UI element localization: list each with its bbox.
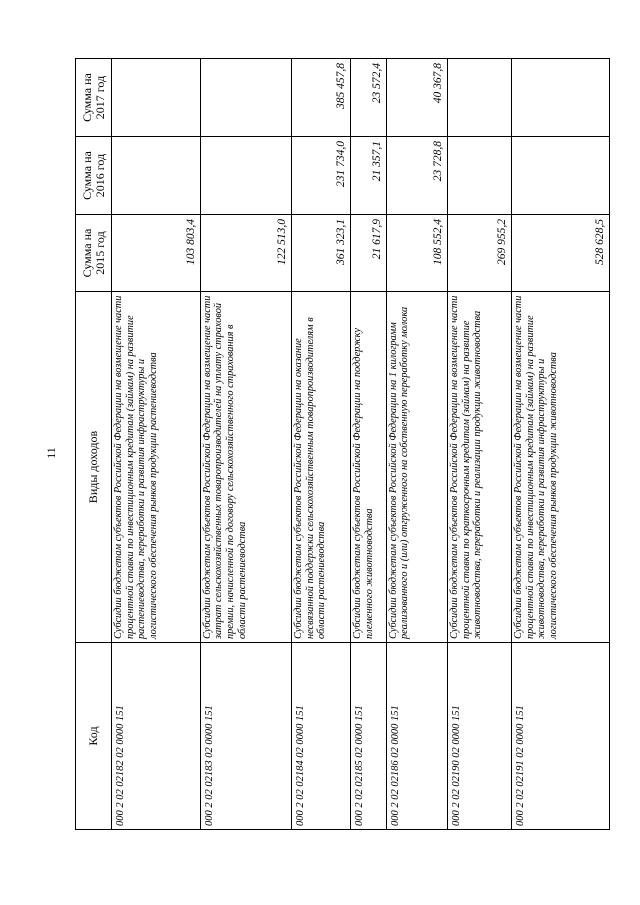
table-header-row <box>76 59 112 830</box>
table-row <box>200 59 291 830</box>
table-row <box>351 59 386 830</box>
row-description: Субсидии бюджетам субъектов Российской Федерации на возмещение части затрат сельскохозяйственных товаропроизводителей на уплату страховой премии, начисленной по договору сельскохозяйственного страхования в области растениеводства <box>200 292 291 643</box>
row-sum-2017: 385 457,8 <box>292 59 351 137</box>
row-sum-2017 <box>511 59 609 137</box>
row-sum-2017: 23 572,4 <box>351 59 386 137</box>
row-sum-2015: 122 513,0 <box>200 215 291 292</box>
row-sum-2017 <box>112 59 201 137</box>
row-description: Субсидии бюджетам субъектов Российской Федерации на возмещение части процентной ставки по инвестиционным кредитам (займам) на развитие животноводства, переработки и развития инфраструктуры и логистического обеспечения рынков продукции животноводства <box>511 292 609 643</box>
row-code: 000 2 02 02190 02 0000 151 <box>448 643 512 830</box>
row-sum-2016: 23 728,8 <box>386 137 448 215</box>
row-sum-2016 <box>112 137 201 215</box>
row-sum-2016 <box>448 137 512 215</box>
row-code: 000 2 02 02182 02 0000 151 <box>112 643 201 830</box>
row-sum-2015: 21 617,9 <box>351 215 386 292</box>
row-sum-2015: 361 323,1 <box>292 215 351 292</box>
row-sum-2016 <box>511 137 609 215</box>
row-description: Субсидии бюджетам субъектов Российской Федерации на возмещение части процентной ставки по инвестиционным кредитам (займам) на развитие растениеводства, переработки и развития инфраструктуры и логистического обеспечения рынков продукции растениеводства <box>112 292 201 643</box>
row-sum-2015: 103 803,4 <box>112 215 201 292</box>
row-sum-2015: 269 955,2 <box>448 215 512 292</box>
table-row <box>112 59 201 830</box>
row-description: Субсидии бюджетам субъектов Российской Федерации на поддержку племенного животноводства <box>351 292 386 643</box>
row-sum-2016 <box>200 137 291 215</box>
row-code: 000 2 02 02185 02 0000 151 <box>351 643 386 830</box>
header-sum-2017: Сумма на 2017 год <box>76 59 112 137</box>
row-sum-2017: 40 367,8 <box>386 59 448 137</box>
table-row <box>511 59 609 830</box>
header-sum-2015: Сумма на 2015 год <box>76 215 112 292</box>
row-sum-2017 <box>448 59 512 137</box>
row-sum-2015: 108 552,4 <box>386 215 448 292</box>
row-code: 000 2 02 02186 02 0000 151 <box>386 643 448 830</box>
table-row <box>448 59 512 830</box>
header-code: Код <box>76 643 112 830</box>
row-sum-2016: 231 734,0 <box>292 137 351 215</box>
row-code: 000 2 02 02183 02 0000 151 <box>200 643 291 830</box>
row-description: Субсидии бюджетам субъектов Российской Федерации на возмещение части процентной ставки по краткосрочным кредитам (займам) на развитие животноводства, переработки и реализации продукции животноводства <box>448 292 512 643</box>
table-row <box>386 59 448 830</box>
row-description: Субсидии бюджетам субъектов Российской Федерации на 1 килограмм реализованного и (или) отгруженного на собственную переработку молока <box>386 292 448 643</box>
budget-table-container <box>75 59 610 830</box>
row-sum-2016: 21 357,1 <box>351 137 386 215</box>
table-row <box>292 59 351 830</box>
budget-revenue-table <box>75 58 610 830</box>
row-sum-2017 <box>200 59 291 137</box>
header-sum-2016: Сумма на 2016 год <box>76 137 112 215</box>
header-revenue-type: Виды доходов <box>76 292 112 643</box>
row-sum-2015: 528 628,5 <box>511 215 609 292</box>
row-code: 000 2 02 02184 02 0000 151 <box>292 643 351 830</box>
row-code: 000 2 02 02191 02 0000 151 <box>511 643 609 830</box>
page-number: 11 <box>44 447 58 459</box>
row-description: Субсидии бюджетам субъектов Российской Федерации на оказание несвязанной поддержки сельскохозяйственным товаропроизводителям в области растениеводства <box>292 292 351 643</box>
